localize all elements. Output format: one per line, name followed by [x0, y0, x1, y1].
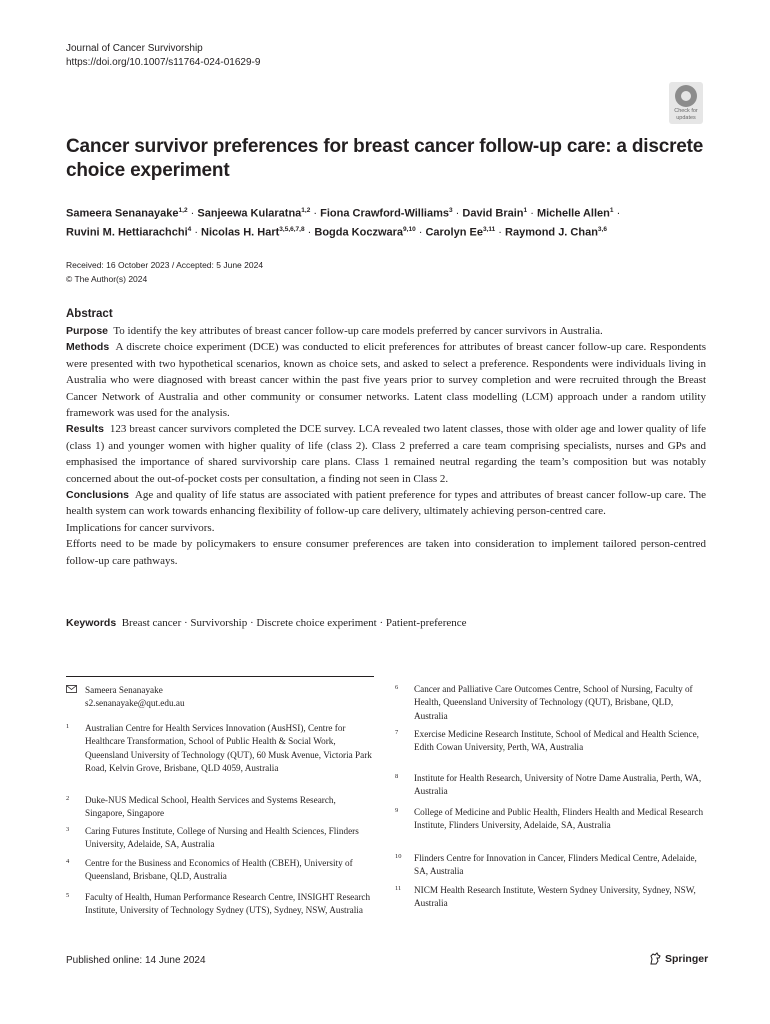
abstract-section	[66, 306, 706, 569]
author-name[interactable]: Michelle Allen	[536, 207, 610, 220]
author-list	[66, 203, 716, 240]
author-separator: ·	[304, 226, 315, 239]
author-name[interactable]: David Brain	[462, 207, 524, 220]
keywords-section	[66, 615, 706, 631]
conclusions-label: Conclusions	[66, 489, 130, 502]
author-name[interactable]: Bogda Koczwara	[314, 226, 404, 239]
affiliation-text: Cancer and Palliative Care Outcomes Centre, School of Nursing, Faculty of Health, Queensland University of Technology (QUT), Brisbane, QLD, Australia	[414, 684, 693, 721]
author-line-2	[66, 222, 716, 241]
correspondence-name: Sameera Senanayake	[85, 685, 163, 695]
author-affiliation: 1	[523, 207, 528, 214]
affiliation-text: Centre for the Business and Economics of Health (CBEH), University of Queensland, Brisbane, QLD, Australia	[85, 858, 353, 882]
author-separator: ·	[527, 207, 537, 220]
springer-horse-icon	[648, 952, 662, 966]
abstract-results	[66, 421, 706, 487]
affiliation-number: 3	[66, 826, 70, 833]
affiliation-text: College of Medicine and Public Health, Flinders Health and Medical Research Institute, Flinders University, Adelaide, SA, Australia	[414, 807, 704, 831]
author-name[interactable]: Carolyn Ee	[425, 226, 483, 239]
crossmark-icon	[675, 85, 697, 107]
correspondence-email[interactable]: s2.senanayake@qut.edu.au	[85, 698, 185, 709]
affiliation-number: 8	[395, 773, 399, 780]
implications-heading: Implications for cancer survivors.	[66, 521, 215, 534]
abstract-heading: Abstract	[66, 308, 113, 320]
published-date: Published online: 14 June 2024	[66, 955, 206, 966]
publisher-name: Springer	[665, 953, 709, 965]
footnote-divider	[66, 676, 374, 677]
affiliation-text: Australian Centre for Health Services Innovation (AusHSI), Centre for Healthcare Transformation, School of Public Health & Social Work, Queensland University of Technology (QUT), 60 Musk Avenue, Victoria Park Road, Kelvin Grove, Brisbane, QLD 4059, Australia	[85, 723, 372, 773]
results-text: 123 breast cancer survivors completed the DCE survey. LCA revealed two latent classes, those with older age and lower quality of life (class 1) and younger women with higher quality of life (class 2). Class 2 preferred a care team comprising specialists, nurses and GPs and emphasised the importance of shared survivorship care plans. Class 1 remained neutral regarding the team’s composition but was notably concerned about the out-of-pocket costs per consultation, a finding not seen in Class 2.	[66, 423, 707, 485]
author-affiliation: 1,2	[178, 207, 188, 214]
methods-label: Methods	[66, 341, 110, 354]
author-name[interactable]: Nicolas H. Hart	[201, 226, 280, 239]
affiliation-number: 5	[66, 892, 70, 899]
author-affiliation: 3,6	[597, 225, 607, 233]
author-affiliation: 3,11	[482, 225, 496, 233]
author-separator: ·	[310, 207, 321, 220]
affiliation-text: Caring Futures Institute, College of Nursing and Health Sciences, Flinders University, Adelaide, SA, Australia	[85, 826, 359, 850]
affiliation-number: 11	[395, 885, 402, 892]
abstract-body	[66, 323, 706, 569]
author-affiliation: 3	[448, 207, 453, 214]
crossmark-line1: Check for	[674, 108, 698, 114]
doi-link[interactable]: https://doi.org/10.1007/s11764-024-01629-9	[66, 57, 261, 68]
author-name[interactable]: Fiona Crawford-Williams	[320, 207, 449, 220]
journal-header	[66, 42, 260, 70]
envelope-icon	[66, 685, 77, 693]
author-name[interactable]: Ruvini M. Hettiarachchi	[66, 226, 188, 239]
author-affiliation: 1,2	[301, 207, 311, 214]
publisher-logo[interactable]	[648, 952, 708, 966]
copyright: © The Author(s) 2024	[66, 274, 148, 284]
author-affiliation: 4	[187, 225, 192, 233]
keywords-label: Keywords	[66, 617, 117, 629]
affiliation-number: 7	[395, 729, 399, 736]
affiliation-number: 6	[395, 684, 399, 691]
author-separator: ·	[495, 226, 506, 239]
article-title: Cancer survivor preferences for breast cancer follow-up care: a discrete choice experiment	[66, 136, 704, 181]
affiliation-text: Flinders Centre for Innovation in Cancer, Flinders Medical Centre, Adelaide, SA, Australia	[414, 853, 697, 877]
keywords-text: Breast cancer · Survivorship · Discrete choice experiment · Patient-preference	[121, 617, 467, 629]
results-label: Results	[66, 423, 104, 436]
affiliation-text: Faculty of Health, Human Performance Research Centre, INSIGHT Research Institute, University of Technology Sydney (UTS), Sydney, NSW, Australia	[85, 892, 371, 916]
affiliation-number: 9	[395, 807, 399, 814]
author-name[interactable]: Sanjeewa Kularatna	[197, 207, 302, 220]
purpose-text: To identify the key attributes of breast cancer follow-up care models preferred by cancer survivors in Australia.	[113, 325, 603, 337]
methods-text: A discrete choice experiment (DCE) was conducted to elicit preferences for attributes of breast cancer follow-up care. Respondents were presented with two hypothetical scenarios, known as choice sets, and asked to select a preference. Respondents were individuals living in Australia who were diagnosed with breast cancer within the past five years prior to survey completion and were recruited through the Breast Cancer Network of Australia and other community or consumer networks. Latent class modelling (LCM) approach under a random utility framework was used for the analysis.	[66, 341, 706, 420]
author-separator: ·	[191, 226, 202, 239]
abstract-conclusions	[66, 487, 706, 520]
affiliation-number: 2	[66, 795, 70, 802]
article-dates	[66, 258, 263, 286]
author-name[interactable]: Raymond J. Chan	[505, 226, 598, 239]
author-affiliation: 9,10	[403, 225, 416, 233]
implications-text: Efforts need to be made by policymakers to ensure consumer preferences are taken into consideration to implement tailored person-centred follow-up care pathways.	[66, 538, 706, 567]
author-name[interactable]: Sameera Senanayake	[66, 207, 179, 220]
affiliation-number: 10	[395, 853, 402, 860]
conclusions-text: Age and quality of life status are associated with patient preference for types and attributes of breast cancer follow-up care. The health system can work towards enhancing flexibility of follow-up care delivery, ultimately achieving person-centred care.	[66, 489, 706, 518]
author-separator: ·	[452, 207, 463, 220]
affiliation-text: Exercise Medicine Research Institute, School of Medical and Health Science, Edith Cowan University, Perth, WA, Australia	[414, 729, 699, 753]
abstract-methods	[66, 339, 706, 421]
affiliation-text: Institute for Health Research, University of Notre Dame Australia, Perth, WA, Australia	[414, 773, 702, 797]
affiliation-text: Duke-NUS Medical School, Health Services and Systems Research, Singapore, Singapore	[85, 795, 336, 819]
author-separator: ·	[613, 207, 621, 220]
crossmark-line2: updates	[676, 115, 696, 121]
crossmark-badge[interactable]	[669, 82, 703, 124]
affiliation-text: NICM Health Research Institute, Western Sydney University, Sydney, NSW, Australia	[414, 885, 696, 909]
author-separator: ·	[187, 207, 198, 220]
author-separator: ·	[415, 226, 426, 239]
purpose-label: Purpose	[66, 325, 109, 337]
affiliation-number: 4	[66, 858, 70, 865]
journal-name: Journal of Cancer Survivorship	[66, 43, 203, 54]
author-line-1	[66, 203, 716, 222]
received-accepted: Received: 16 October 2023 / Accepted: 5 June 2024	[66, 260, 264, 270]
affiliation-number: 1	[66, 723, 70, 730]
abstract-purpose	[66, 323, 706, 339]
author-affiliation: 3,5,6,7,8	[279, 225, 305, 233]
author-affiliation: 1	[609, 207, 614, 214]
